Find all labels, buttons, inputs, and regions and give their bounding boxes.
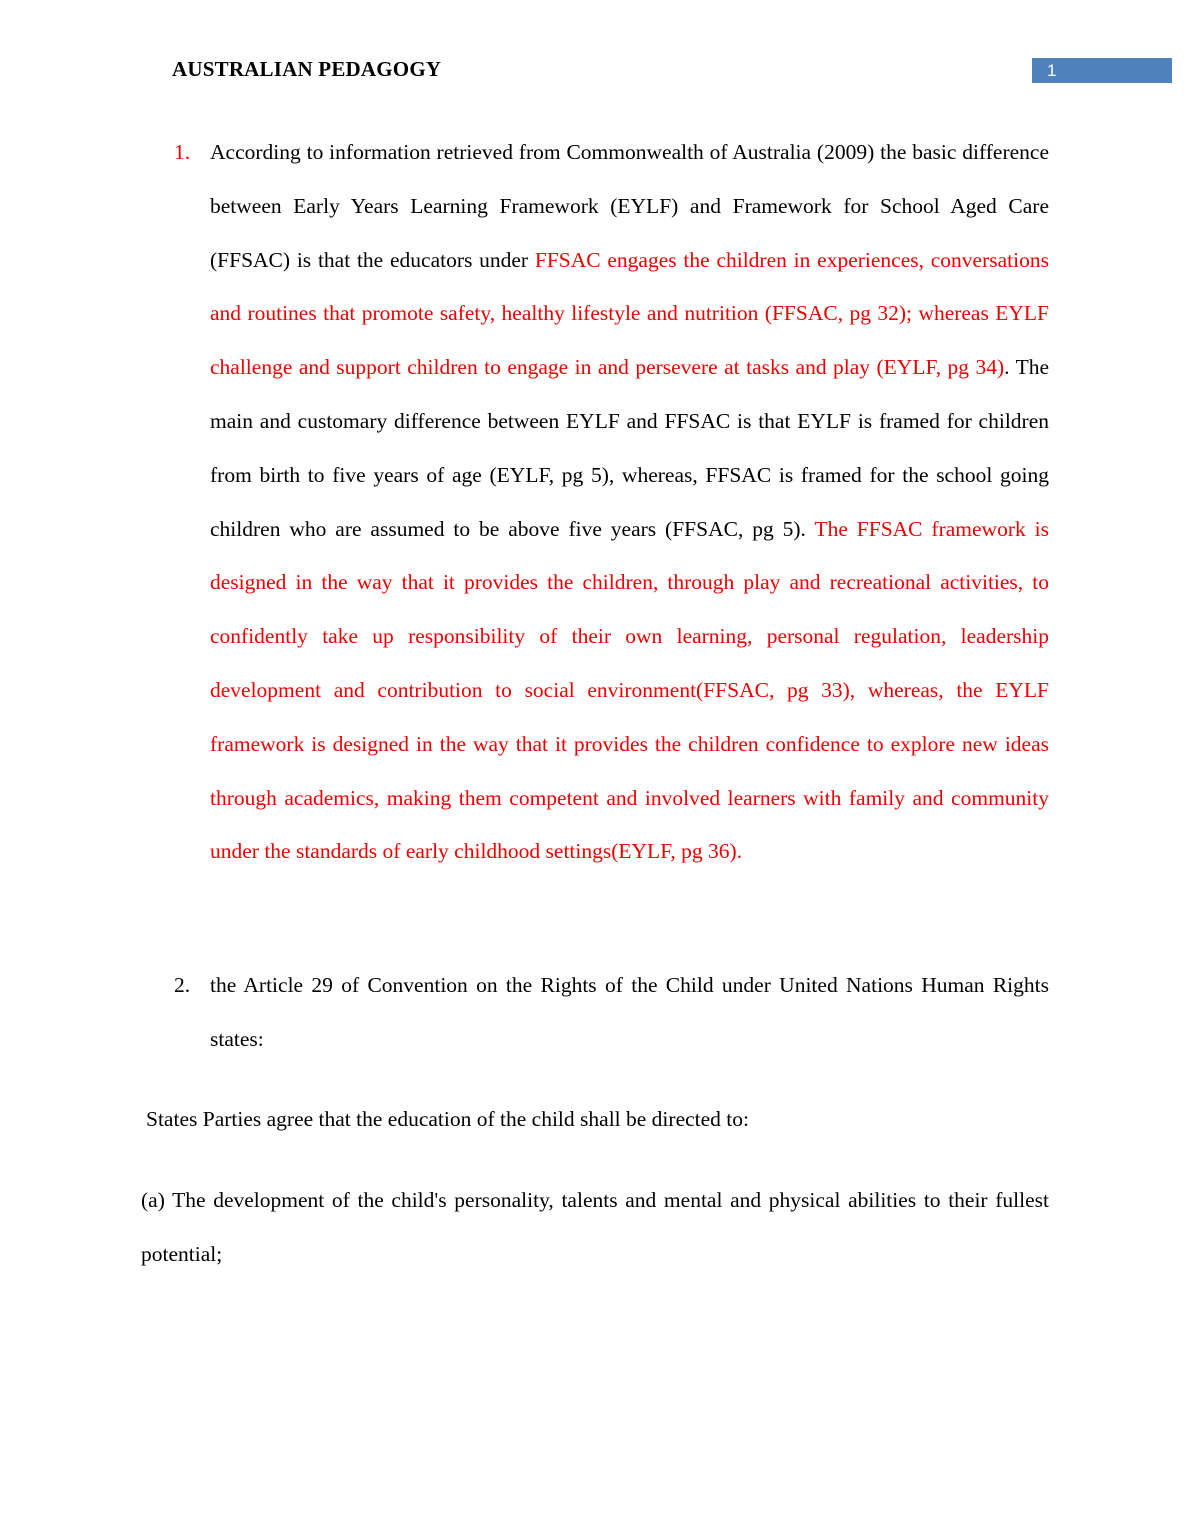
item1-text-highlight-2: The FFSAC framework is designed in the way that it provides the children, through play and recreational activities, to confidently take up responsibility of their own learning, personal regulation, leadership development and contribution to social environment(FFSAC, pg 33), whereas, the EYLF framework is designed in the way that it provides the children confidence to explore new ideas through academics, making them competent and involved learners with family and community under the standards of early childhood settings(EYLF, pg 36). — [210, 516, 1049, 864]
list-marker-1: 1. — [174, 140, 191, 164]
item1-text-middle: . The main and customary difference between EYLF and FFSAC is that EYLF is framed for children from birth to five years of age (EYLF, pg 5), whereas, FFSAC is framed for the school going children who are assumed to be above five years (FFSAC, pg 5). — [210, 355, 1050, 541]
item1-text-intro: According to information retrieved from Commonwealth of Australia (2009) the basic difference between Early Years Learning Framework (EYLF) and Framework for School Aged Care (FFSAC) is that the educators under — [210, 140, 1049, 272]
clause-a-paragraph: (a) The development of the child's personality, talents and mental and physical abilities to their fullest potential; — [141, 1188, 1049, 1266]
page-number: 1 — [1032, 58, 1172, 83]
item1-text-highlight-1: FFSAC engages the children in experiences, conversations and routines that promote safety, healthy lifestyle and nutrition (FFSAC, pg 32); whereas EYLF challenge and support children to engage in and persevere at tasks and play (EYLF, pg 34) — [210, 247, 1049, 380]
running-header-title: AUSTRALIAN PEDAGOGY — [172, 57, 442, 81]
item2-text: the Article 29 of Convention on the Rights of the Child under United Nations Human Rights states: — [210, 973, 1049, 1051]
states-parties-line: States Parties agree that the education of the child shall be directed to: — [146, 1107, 749, 1131]
list-item-2 — [174, 959, 1049, 1067]
list-item-1 — [174, 126, 1050, 879]
list-marker-2: 2. — [174, 973, 191, 997]
